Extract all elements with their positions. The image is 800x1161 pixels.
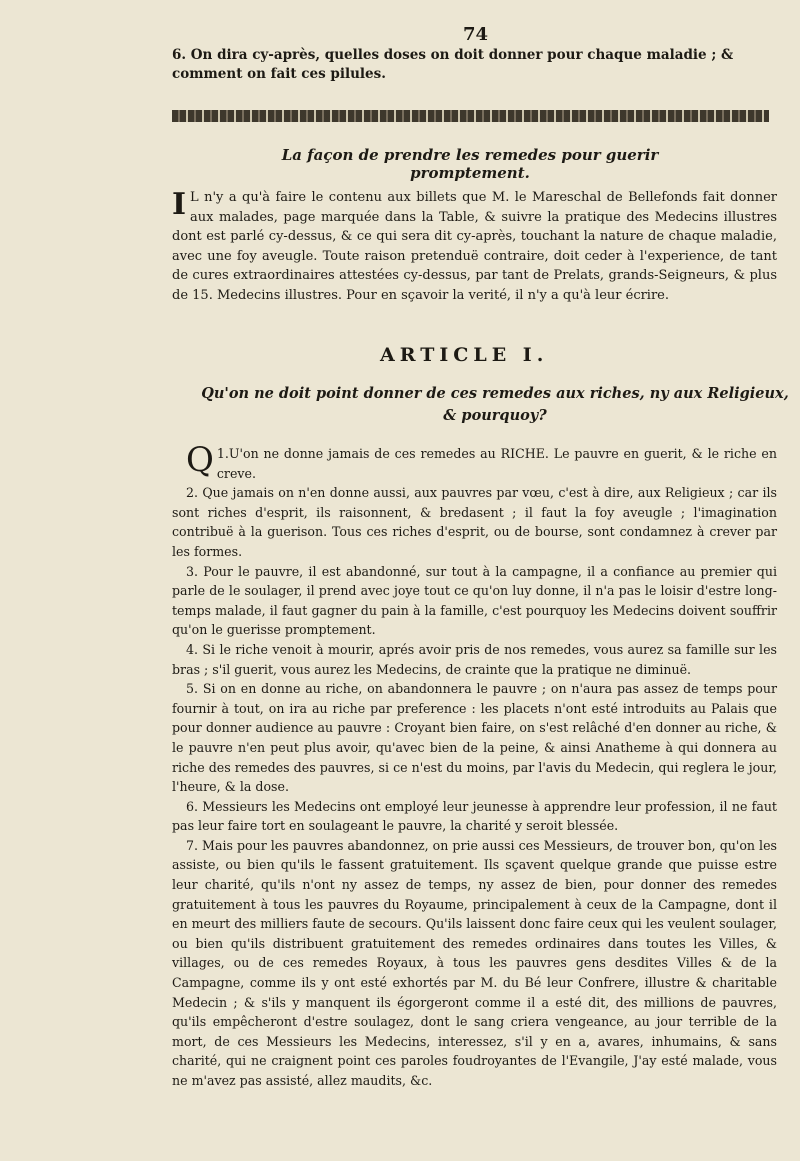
paragraph-6: 6. Messieurs les Medecins ont employé leur jeunesse à apprendre leur profession, il ne faut pas leur faire tort en soulageant le pauvre, la charité y seroit blessée.: [172, 798, 777, 834]
section-title: La façon de prendre les remedes pour guerir promptement.: [281, 146, 659, 182]
article-title: ARTICLE I.: [380, 344, 549, 366]
intro-paragraph: [172, 188, 777, 305]
paragraph-1: [172, 440, 777, 483]
ornament-divider: [172, 110, 769, 122]
paragraph-1-dropcap: Q: [186, 440, 214, 480]
paragraph-4: 4. Si le riche venoit à mourir, aprés avoir pris de nos remedes, vous aurez sa famille sur les bras ; s'il guerit, vous aurez les Medecins, de crainte que la pratique ne diminuë.: [172, 641, 777, 677]
page-number: 74: [463, 24, 489, 45]
article-subtitle: Qu'on ne doit point donner de ces remedes aux riches, ny aux Religieux, & pourquoy?: [201, 385, 789, 424]
paragraph-1-text: U'on ne donne jamais de ces remedes au RICHE. Le pauvre en guerit, & le riche en creve.: [216, 446, 777, 481]
top-line: 6. On dira cy-après, quelles doses on doit donner pour chaque maladie ; & comment on fait ces pilules.: [172, 47, 734, 82]
paragraph-5: 5. Si on en donne au riche, on abandonnera le pauvre ; on n'aura pas assez de temps pour fournir à tout, on ira au riche par preference : les placets n'ont esté introduits au Palais que pour donner audience au pauvre : Croyant bien faire, on s'est relâché d'en donner au riche, & le pauvre n'en peut plus avoir, qu'avec bien de la peine, & ainsi Anatheme à qui donnera au riche des remedes des pauvres, si ce n'est du moins, par l'avis du Medecin, qui reglera le jour, l'heure, & la dose.: [172, 681, 777, 795]
paragraph-7: 7. Mais pour les pauvres abandonnez, on prie aussi ces Messieurs, de trouver bon, qu'on les assiste, ou bien qu'ils le fassent gratuitement. Ils sçavent quelque grande que puisse estre leur charité, qu'ils n'ont ny assez de temps, ny assez de bien, pour donner des remedes gratuitement à tous les pauvres du Royaume, principalement à ceux de la Campagne, dont il en meurt des milliers faute de secours. Qu'ils laissent donc faire ceux qui les veulent soulager, ou bien qu'ils distribuent gratuitement des remedes ordinaires dans toutes les Villes, & villages, ou de ces remedes Royaux, à tous les pauvres gens desdites Villes & de la Campagne, comme ils y ont esté exhortés par M. du Bé leur Confrere, illustre & charitable Medecin ; & s'ils y manquent ils égorgeront comme il a esté dit, des millions de pauvres, qu'ils empêcheront d'estre soulagez, dont le sang criera vengeance, au jour terrible de la mort, de ces Messieurs les Medecins, interessez, s'il y en a, avares, inhumains, & sans charité, qui ne craignent point ces paroles foudroyantes de l'Evangile, J'ay esté malade, vous ne m'avez pas assisté, allez maudits, &c.: [172, 837, 777, 1088]
intro-text: L n'y a qu'à faire le contenu aux billets que M. le Mareschal de Bellefonds fait donner aux malades, page marquée dans la Table, & suivre la pratique des Medecins illustres dont est parlé cy-dessus, & ce qui sera dit cy-après, touchant la nature de chaque maladie, avec une foy aveugle. Toute raison pretenduë contraire, doit ceder à l'experience, de tant de cures extraordinaires attestées cy-dessus, par tant de Prelats, grands-Seigneurs, & plus de 15. Medecins illustres. Pour en sçavoir la verité, il n'y a qu'à leur écrire.: [172, 190, 777, 303]
paragraph-2: 2. Que jamais on n'en donne aussi, aux pauvres par vœu, c'est à dire, aux Religieux ; car ils sont riches d'esprit, ils raisonnent, & bredasent ; il faut la foy aveugle ; l'imagination contribuë à la guerison. Tous ces riches d'esprit, ou de bourse, sont condamnez à crever par les formes.: [172, 485, 777, 559]
paragraph-3: 3. Pour le pauvre, il est abandonné, sur tout à la campagne, il a confiance au premier qui parle de le soulager, il prend avec joye tout ce qu'on luy donne, il n'a pas le loisir d'estre long-temps malade, il faut gagner du pain à la famille, c'est pourquoy les Medecins doivent souffrir qu'on le guerisse promptement.: [172, 563, 777, 638]
article-body: [172, 440, 777, 1091]
paragraph-1-number: 1.: [216, 446, 229, 461]
intro-dropcap: I: [172, 187, 187, 222]
